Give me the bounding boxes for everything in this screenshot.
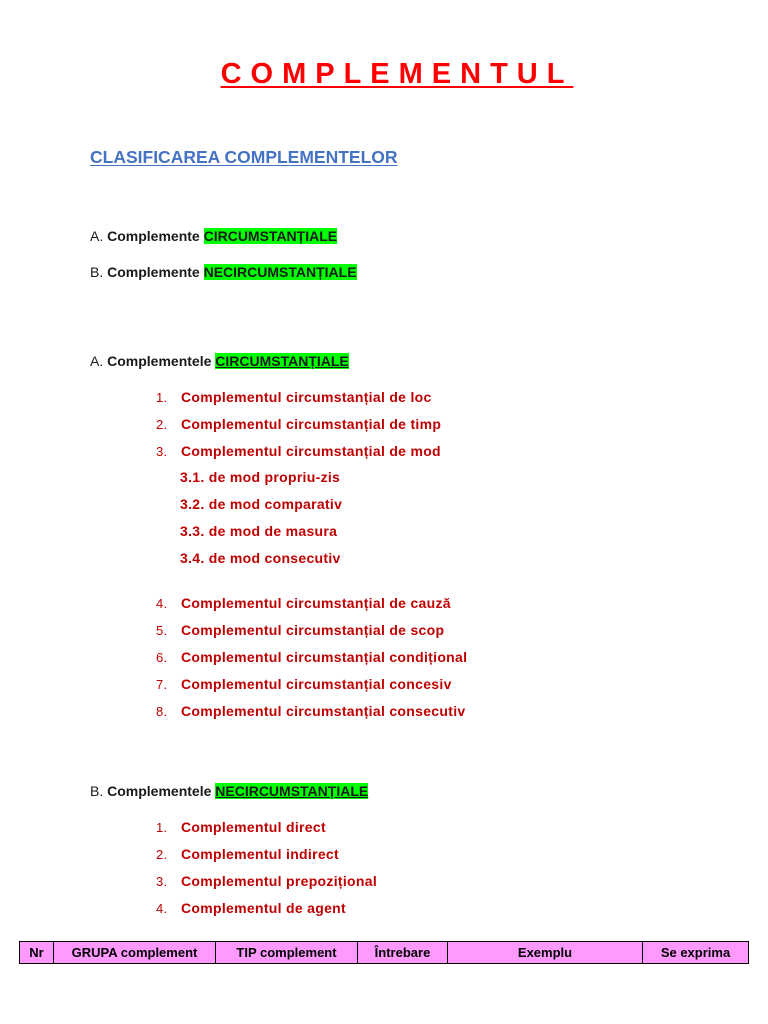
list-label: Complementul circumstanțial concesiv bbox=[181, 676, 452, 692]
section-text: Complementele bbox=[107, 783, 216, 799]
list-number: 1. bbox=[156, 390, 168, 405]
overview-text: Complemente bbox=[107, 264, 204, 280]
overview-line-b bbox=[90, 264, 357, 280]
list-label: Complementul circumstanțial de loc bbox=[181, 389, 432, 405]
sub-item: 3.1. de mod propriu-zis bbox=[180, 469, 341, 485]
list-label: Complementul direct bbox=[181, 819, 326, 835]
list-item bbox=[156, 873, 377, 889]
complement-table bbox=[19, 941, 749, 964]
section-prefix: A. bbox=[90, 353, 104, 369]
list-label: Complementul circumstanțial de timp bbox=[181, 416, 442, 432]
list-item bbox=[156, 416, 441, 432]
list-item bbox=[156, 900, 346, 916]
highlight-necircumstantiale: NECIRCUMSTANȚIALE bbox=[203, 264, 357, 280]
header-intrebare: Întrebare bbox=[358, 942, 448, 964]
header-se-exprima: Se exprima bbox=[643, 942, 749, 964]
list-number: 2. bbox=[156, 417, 168, 432]
list-label: Complementul de agent bbox=[181, 900, 346, 916]
section-prefix: B. bbox=[90, 783, 104, 799]
list-label: Complementul circumstanțial de mod bbox=[181, 443, 441, 459]
list-number: 6. bbox=[156, 650, 168, 665]
section-a-heading bbox=[90, 353, 349, 369]
list-number: 2. bbox=[156, 847, 168, 862]
header-grupa: GRUPA complement bbox=[54, 942, 216, 964]
overview-text: Complemente bbox=[107, 228, 204, 244]
section-a-highlight: CIRCUMSTANȚIALE bbox=[215, 353, 349, 369]
classification-heading: CLASIFICAREA COMPLEMENTELOR bbox=[90, 147, 398, 167]
section-b-highlight: NECIRCUMSTANȚIALE bbox=[215, 783, 369, 799]
list-number: 4. bbox=[156, 596, 168, 611]
sub-item: 3.3. de mod de masura bbox=[180, 523, 338, 539]
list-label: Complementul circumstanțial de cauză bbox=[181, 595, 451, 611]
list-item bbox=[156, 649, 467, 665]
list-item bbox=[156, 819, 326, 835]
list-label: Complementul circumstanțial de scop bbox=[181, 622, 445, 638]
list-item bbox=[156, 443, 441, 459]
document-title: COMPLEMENTUL bbox=[220, 58, 574, 90]
list-number: 7. bbox=[156, 677, 168, 692]
list-item bbox=[156, 703, 465, 719]
overview-prefix: A. bbox=[90, 228, 104, 244]
section-text: Complementele bbox=[107, 353, 216, 369]
sub-item: 3.2. de mod comparativ bbox=[180, 496, 343, 512]
list-label: Complementul circumstanțial condițional bbox=[181, 649, 468, 665]
list-label: Complementul prepozițional bbox=[181, 873, 378, 889]
header-nr: Nr bbox=[20, 942, 54, 964]
list-item bbox=[156, 846, 339, 862]
overview-prefix: B. bbox=[90, 264, 104, 280]
list-item bbox=[156, 676, 452, 692]
list-number: 3. bbox=[156, 874, 168, 889]
list-number: 3. bbox=[156, 444, 168, 459]
list-item bbox=[156, 622, 444, 638]
list-number: 4. bbox=[156, 901, 168, 916]
sub-item: 3.4. de mod consecutiv bbox=[180, 550, 341, 566]
list-number: 5. bbox=[156, 623, 168, 638]
table-header-row bbox=[20, 942, 749, 964]
highlight-circumstantiale: CIRCUMSTANȚIALE bbox=[203, 228, 338, 244]
overview-line-a bbox=[90, 228, 337, 244]
list-item bbox=[156, 595, 451, 611]
list-label: Complementul indirect bbox=[181, 846, 339, 862]
list-item bbox=[156, 389, 432, 405]
header-tip: TIP complement bbox=[216, 942, 358, 964]
list-number: 1. bbox=[156, 820, 168, 835]
section-b-heading bbox=[90, 783, 368, 799]
header-exemplu: Exemplu bbox=[448, 942, 643, 964]
list-number: 8. bbox=[156, 704, 168, 719]
list-label: Complementul circumstanțial consecutiv bbox=[181, 703, 466, 719]
